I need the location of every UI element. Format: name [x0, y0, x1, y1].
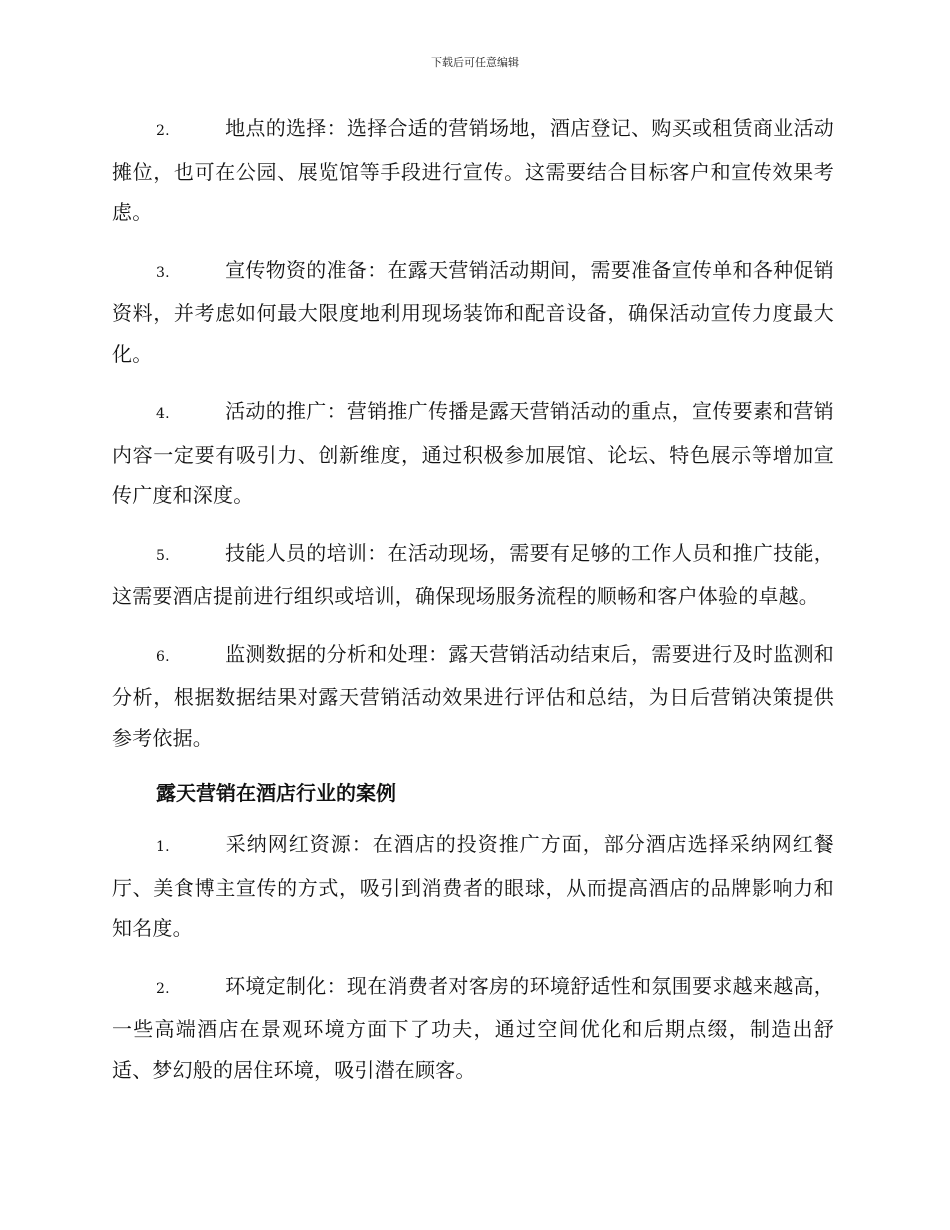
- list-text: 环境定制化：现在消费者对客房的环境舒适性和氛围要求越来越高，一些高端酒店在景观环境方面下了功夫，通过空间优化和后期点缀，制造出舒适、梦幻般的居住环境，吸引潜在顾客。: [112, 973, 834, 1082]
- list-item: [112, 391, 834, 516]
- page-header: 下载后可任意编辑: [431, 56, 519, 69]
- list-item: [112, 966, 834, 1091]
- list-item: [112, 108, 834, 233]
- list-number: 4.: [156, 406, 170, 422]
- document-body: [112, 108, 834, 1107]
- list-text: 采纳网红资源：在酒店的投资推广方面，部分酒店选择采纳网红餐厅、美食博主宣传的方式，吸引到消费者的眼球，从而提高酒店的品牌影响力和知名度。: [112, 832, 834, 940]
- list-number: 1.: [156, 839, 170, 855]
- list-number: 3.: [156, 264, 170, 281]
- list-item: [112, 533, 834, 617]
- list-text: 技能人员的培训：在活动现场，需要有足够的工作人员和推广技能，这需要酒店提前进行组织或培训，确保现场服务流程的顺畅和客户体验的卓越。: [112, 540, 834, 608]
- list-text: 监测数据的分析和处理：露天营销活动结束后，需要进行及时监测和分析，根据数据结果对露天营销活动效果进行评估和总结，为日后营销决策提供参考依据。: [112, 641, 834, 750]
- list-text: 地点的选择：选择合适的营销场地，酒店登记、购买或租赁商业活动摊位，也可在公园、展览馆等手段进行宣传。这需要结合目标客户和宣传效果考虑。: [112, 116, 834, 224]
- section-heading: 露天营销在酒店行业的案例: [156, 781, 396, 805]
- list-text: 活动的推广：营销推广传播是露天营销活动的重点，宣传要素和营销内容一定要有吸引力、创新维度，通过积极参加展馆、论坛、特色展示等增加宣传广度和深度。: [112, 399, 834, 507]
- list-item: [112, 824, 834, 949]
- list-number: 2.: [156, 980, 170, 997]
- list-number: 5.: [156, 547, 170, 564]
- list-item: [112, 250, 834, 375]
- list-item: [112, 634, 834, 759]
- list-text: 宣传物资的准备：在露天营销活动期间，需要准备宣传单和各种促销资料，并考虑如何最大限度地利用现场装饰和配音设备，确保活动宣传力度最大化。: [112, 257, 834, 366]
- list-number: 6.: [156, 648, 170, 665]
- list-number: 2.: [156, 123, 170, 139]
